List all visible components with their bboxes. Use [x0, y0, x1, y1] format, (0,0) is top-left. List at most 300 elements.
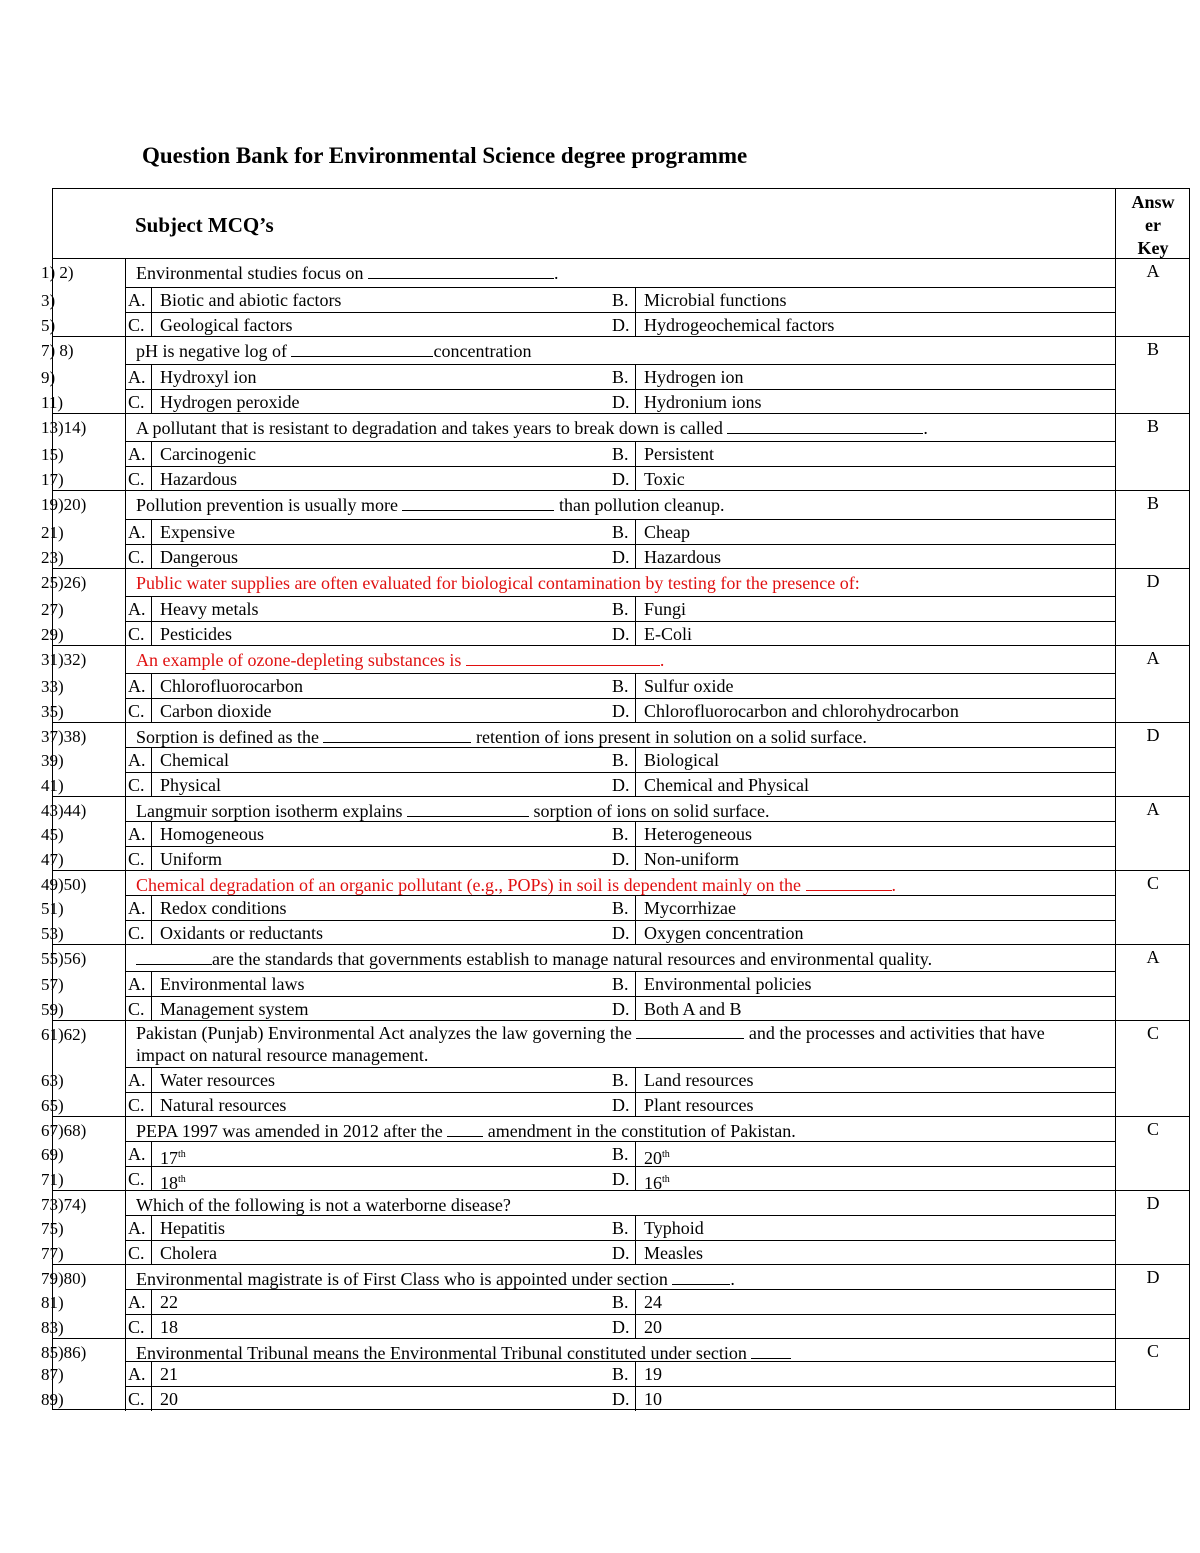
option-text: 19: [644, 1364, 662, 1384]
option-a: [126, 1216, 610, 1240]
option-text: Non-uniform: [644, 849, 739, 869]
option-b: [610, 1216, 1116, 1240]
question-stem-end: .: [553, 263, 559, 283]
question-stem-start: pH is negative log of: [136, 341, 292, 361]
question-block: [41, 797, 1189, 871]
option-letter: D.: [610, 622, 636, 646]
answer-key: C: [1146, 1023, 1159, 1043]
option-a: [126, 822, 610, 846]
option-b: [610, 442, 1116, 466]
question-text: [126, 948, 1116, 970]
answer-blank: [407, 802, 529, 817]
option-letter: D.: [610, 699, 636, 723]
option-d: [610, 1387, 1116, 1411]
option-letter: D.: [610, 1167, 636, 1191]
option-letter: C.: [126, 773, 152, 797]
answer-key: A: [1146, 947, 1160, 967]
question-cell: [125, 414, 1115, 491]
option-letter: D.: [610, 313, 636, 337]
answer-blank: [447, 1122, 483, 1137]
question-cell: [125, 945, 1115, 1021]
answer-blank: [727, 419, 923, 434]
option-c: [126, 1241, 610, 1265]
answer-blank: [806, 876, 892, 891]
question-block: [41, 337, 1189, 414]
option-d: [610, 699, 1116, 723]
option-a: [126, 896, 610, 920]
list-number: 57): [41, 975, 64, 994]
option-text: Hydronium ions: [644, 392, 762, 412]
option-text: Hydrogen peroxide: [160, 392, 300, 412]
option-text: 24: [644, 1292, 662, 1312]
options-row: [126, 364, 1116, 389]
option-letter: D.: [610, 921, 636, 945]
question-text: [126, 417, 1116, 439]
question-stem-end: sorption of ions on solid surface.: [528, 801, 770, 821]
option-c: [126, 390, 610, 414]
option-a: [126, 288, 610, 312]
list-number: 77): [41, 1244, 64, 1263]
question-cell: [125, 569, 1115, 646]
question-stem-start: Pakistan (Punjab) Environmental Act analyzes the law governing the: [136, 1023, 637, 1043]
options-row: [126, 441, 1116, 466]
question-block: [41, 569, 1189, 646]
question-text: [126, 262, 1116, 284]
list-number: 9): [41, 368, 56, 387]
question-cell: [125, 723, 1115, 797]
option-d: [610, 921, 1116, 945]
list-number: 51): [41, 899, 64, 918]
question-stem-start: Which of the following is not a waterborne disease?: [136, 1195, 511, 1215]
option-letter: C.: [126, 699, 152, 723]
option-c: [126, 1387, 610, 1411]
option-letter: A.: [126, 1142, 152, 1166]
option-text: Oxidants or reductants: [160, 923, 323, 943]
option-text: Environmental policies: [644, 974, 812, 994]
ordinal-suffix: th: [662, 1149, 670, 1160]
options-row: [126, 1240, 1116, 1265]
question-stem-end: amendment in the constitution of Pakistan.: [483, 1121, 796, 1141]
option-c: [126, 1093, 610, 1117]
mcq-table: [41, 188, 1190, 1410]
options-row: [126, 596, 1116, 621]
option-a: [126, 1068, 610, 1092]
list-number: 89): [41, 1390, 64, 1409]
option-letter: C.: [126, 1167, 152, 1191]
options-row: [126, 821, 1116, 846]
option-d: [610, 545, 1116, 569]
option-d: [610, 847, 1116, 871]
option-letter: D.: [610, 1093, 636, 1117]
question-stem-start: PEPA 1997 was amended in 2012 after the: [136, 1121, 448, 1141]
option-text: Fungi: [644, 599, 687, 619]
option-a: [126, 442, 610, 466]
question-block: [41, 414, 1189, 491]
option-text: Dangerous: [160, 547, 238, 567]
option-text: E-Coli: [644, 624, 692, 644]
option-letter: D.: [610, 1241, 636, 1265]
option-text: 21: [160, 1364, 178, 1384]
options-row: [126, 1067, 1116, 1092]
answer-blank: [323, 728, 471, 743]
list-number: 83): [41, 1318, 64, 1337]
list-number: 39): [41, 751, 64, 770]
option-text: Oxygen concentration: [644, 923, 804, 943]
ordinal-suffix: th: [178, 1149, 186, 1160]
option-a: [126, 1142, 610, 1166]
list-number: 7) 8): [41, 341, 74, 360]
option-text: 20th: [644, 1148, 670, 1168]
question-text: [126, 1194, 1116, 1216]
option-text: Persistent: [644, 444, 714, 464]
option-text: Natural resources: [160, 1095, 287, 1115]
option-text: Hazardous: [160, 469, 237, 489]
option-text: Cheap: [644, 522, 690, 542]
list-number: 31)32): [41, 650, 87, 669]
list-number: 69): [41, 1145, 64, 1164]
question-stem-start: An example of ozone-depleting substances is: [136, 650, 466, 670]
option-c: [126, 1315, 610, 1339]
option-b: [610, 597, 1116, 621]
question-cell: [125, 797, 1115, 871]
option-letter: A.: [126, 365, 152, 389]
ordinal-suffix: th: [178, 1174, 186, 1185]
options-row: [126, 698, 1116, 723]
option-letter: B.: [610, 365, 636, 389]
option-letter: B.: [610, 1362, 636, 1386]
option-text: Chlorofluorocarbon and chlorohydrocarbon: [644, 701, 959, 721]
option-a: [126, 972, 610, 996]
option-text: Hepatitis: [160, 1218, 225, 1238]
list-number: 21): [41, 523, 64, 542]
question-stem-end: and the processes and activities that have impact on natural resource management.: [136, 1023, 1045, 1065]
question-block: [41, 1265, 1189, 1339]
answer-key: C: [1146, 1119, 1159, 1139]
option-c: [126, 313, 610, 337]
question-stem-end: are the standards that governments establish to manage natural resources and environmental quality.: [212, 949, 933, 969]
answer-key: A: [1146, 799, 1160, 819]
option-text: Geological factors: [160, 315, 293, 335]
option-d: [610, 1167, 1116, 1191]
option-text: Redox conditions: [160, 898, 287, 918]
list-number: 81): [41, 1293, 64, 1312]
option-letter: C.: [126, 313, 152, 337]
answer-key: B: [1146, 493, 1159, 513]
answer-blank: [402, 496, 554, 511]
option-d: [610, 997, 1116, 1021]
option-text: 20: [160, 1389, 178, 1409]
answer-blank: [368, 264, 554, 279]
list-number: 1) 2): [41, 263, 74, 282]
option-letter: A.: [126, 972, 152, 996]
option-letter: A.: [126, 288, 152, 312]
option-letter: A.: [126, 822, 152, 846]
options-row: [126, 287, 1116, 312]
option-letter: C.: [126, 390, 152, 414]
option-a: [126, 365, 610, 389]
list-number: 33): [41, 677, 64, 696]
option-letter: C.: [126, 467, 152, 491]
option-letter: D.: [610, 545, 636, 569]
option-text: Hazardous: [644, 547, 721, 567]
option-d: [610, 773, 1116, 797]
option-letter: C.: [126, 921, 152, 945]
question-text: [126, 874, 1116, 896]
option-text: 16th: [644, 1173, 670, 1193]
option-letter: A.: [126, 1068, 152, 1092]
option-letter: B.: [610, 972, 636, 996]
option-letter: C.: [126, 1093, 152, 1117]
option-a: [126, 1362, 610, 1386]
list-number: 61)62): [41, 1025, 87, 1044]
option-text: Toxic: [644, 469, 685, 489]
option-text: Chlorofluorocarbon: [160, 676, 303, 696]
question-block: [41, 1191, 1189, 1265]
answer-key: D: [1146, 725, 1160, 745]
option-b: [610, 1142, 1116, 1166]
answer-key: C: [1146, 873, 1159, 893]
option-text: Chemical and Physical: [644, 775, 809, 795]
options-row: [126, 1314, 1116, 1339]
option-text: Heavy metals: [160, 599, 259, 619]
option-text: Environmental laws: [160, 974, 305, 994]
option-c: [126, 622, 610, 646]
option-letter: D.: [610, 773, 636, 797]
question-cell: [125, 1191, 1115, 1265]
option-b: [610, 748, 1116, 772]
option-a: [126, 674, 610, 698]
list-number: 47): [41, 850, 64, 869]
question-stem-end: than pollution cleanup.: [554, 495, 725, 515]
question-block: [41, 646, 1189, 723]
options-row: [126, 1215, 1116, 1240]
options-row: [126, 772, 1116, 797]
question-text: [126, 1120, 1116, 1142]
answer-key: A: [1146, 261, 1160, 281]
option-letter: B.: [610, 1142, 636, 1166]
option-letter: A.: [126, 674, 152, 698]
list-number: 37)38): [41, 727, 87, 746]
question-stem-start: Chemical degradation of an organic pollutant (e.g., POPs) in soil is dependent mainly on the: [136, 875, 806, 895]
option-letter: C.: [126, 997, 152, 1021]
question-cell: [125, 1339, 1115, 1411]
question-cell: [125, 259, 1115, 337]
option-text: 10: [644, 1389, 662, 1409]
option-letter: C.: [126, 622, 152, 646]
list-number: 35): [41, 702, 64, 721]
option-letter: D.: [610, 847, 636, 871]
option-text: Land resources: [644, 1070, 754, 1090]
option-text: 22: [160, 1292, 178, 1312]
option-text: Cholera: [160, 1243, 217, 1263]
option-letter: A.: [126, 1290, 152, 1314]
options-row: [126, 389, 1116, 414]
option-text: Heterogeneous: [644, 824, 752, 844]
options-row: [126, 312, 1116, 337]
question-stem-start: A pollutant that is resistant to degradation and takes years to break down is called: [136, 418, 728, 438]
option-text: Expensive: [160, 522, 235, 542]
option-letter: B.: [610, 288, 636, 312]
list-number: 17): [41, 470, 64, 489]
option-c: [126, 699, 610, 723]
list-number: 25)26): [41, 573, 87, 592]
list-number: 41): [41, 776, 64, 795]
list-number: 11): [41, 393, 64, 412]
question-stem-end: .: [659, 650, 665, 670]
option-b: [610, 896, 1116, 920]
option-text: Physical: [160, 775, 221, 795]
option-text: Carcinogenic: [160, 444, 256, 464]
option-letter: C.: [126, 847, 152, 871]
options-row: [126, 544, 1116, 569]
option-letter: A.: [126, 896, 152, 920]
answer-key: D: [1146, 1193, 1160, 1213]
option-letter: A.: [126, 748, 152, 772]
option-text: Pesticides: [160, 624, 232, 644]
option-d: [610, 1241, 1116, 1265]
option-text: Microbial functions: [644, 290, 787, 310]
option-letter: B.: [610, 597, 636, 621]
question-block: [41, 723, 1189, 797]
option-letter: C.: [126, 545, 152, 569]
question-cell: [125, 491, 1115, 569]
question-stem-start: Sorption is defined as the: [136, 727, 324, 747]
list-number: 85)86): [41, 1343, 87, 1362]
question-stem-start: Environmental studies focus on: [136, 263, 368, 283]
question-stem-end: .: [891, 875, 897, 895]
options-row: [126, 621, 1116, 646]
option-letter: B.: [610, 520, 636, 544]
answer-key: B: [1146, 416, 1159, 436]
list-number: 13)14): [41, 418, 87, 437]
question-block: [41, 491, 1189, 569]
options-row: [126, 519, 1116, 544]
option-letter: B.: [610, 1216, 636, 1240]
option-letter: A.: [126, 1362, 152, 1386]
list-number: 45): [41, 825, 64, 844]
options-row: [126, 1166, 1116, 1191]
question-text: [126, 726, 1116, 748]
answer-blank: [636, 1024, 744, 1039]
option-letter: B.: [610, 674, 636, 698]
option-letter: B.: [610, 1068, 636, 1092]
question-stem-start: Public water supplies are often evaluated for biological contamination by testing for the presence of:: [136, 573, 860, 593]
question-stem-start: Pollution prevention is usually more: [136, 495, 403, 515]
option-c: [126, 545, 610, 569]
question-text: [126, 800, 1116, 822]
options-row: [126, 920, 1116, 945]
answer-blank: [672, 1270, 730, 1285]
answer-key: B: [1146, 339, 1159, 359]
answer-key: A: [1146, 648, 1160, 668]
option-d: [610, 622, 1116, 646]
options-row: [126, 1361, 1116, 1386]
question-stem-end: retention of ions present in solution on a solid surface.: [471, 727, 867, 747]
option-letter: D.: [610, 467, 636, 491]
options-row: [126, 895, 1116, 920]
option-text: Hydrogen ion: [644, 367, 744, 387]
list-number: 29): [41, 625, 64, 644]
option-b: [610, 520, 1116, 544]
question-text: [126, 340, 1116, 362]
option-b: [610, 972, 1116, 996]
list-number: 43)44): [41, 801, 87, 820]
question-cell: [125, 646, 1115, 723]
list-number: 27): [41, 600, 64, 619]
question-block: [41, 871, 1189, 945]
option-b: [610, 365, 1116, 389]
list-number: 5): [41, 316, 56, 335]
option-letter: D.: [610, 997, 636, 1021]
option-b: [610, 1362, 1116, 1386]
ordinal-suffix: th: [662, 1174, 670, 1185]
question-cell: [125, 871, 1115, 945]
option-text: Carbon dioxide: [160, 701, 272, 721]
option-text: Sulfur oxide: [644, 676, 734, 696]
options-row: [126, 673, 1116, 698]
list-number: 65): [41, 1096, 64, 1115]
option-letter: D.: [610, 1387, 636, 1411]
option-text: 17th: [160, 1148, 186, 1168]
option-b: [610, 1290, 1116, 1314]
option-text: 20: [644, 1317, 662, 1337]
options-row: [126, 1289, 1116, 1314]
options-row: [126, 1386, 1116, 1411]
list-number: 87): [41, 1365, 64, 1384]
option-d: [610, 390, 1116, 414]
option-letter: A.: [126, 597, 152, 621]
option-text: Chemical: [160, 750, 229, 770]
options-row: [126, 996, 1116, 1021]
option-text: Management system: [160, 999, 309, 1019]
question-text: [126, 494, 1116, 516]
option-letter: B.: [610, 896, 636, 920]
question-stem-end: concentration: [433, 341, 532, 361]
option-c: [126, 773, 610, 797]
option-b: [610, 288, 1116, 312]
table-header: [53, 189, 1189, 259]
list-number: 67)68): [41, 1121, 87, 1140]
option-c: [126, 467, 610, 491]
option-letter: D.: [610, 390, 636, 414]
list-number: 73)74): [41, 1195, 87, 1214]
option-text: Biological: [644, 750, 719, 770]
option-text: Mycorrhizae: [644, 898, 736, 918]
question-stem-end: .: [730, 1269, 735, 1289]
option-text: Water resources: [160, 1070, 275, 1090]
option-a: [126, 1290, 610, 1314]
option-text: Biotic and abiotic factors: [160, 290, 342, 310]
list-number: 55)56): [41, 949, 87, 968]
answer-blank: [291, 342, 433, 357]
question-cell: [125, 337, 1115, 414]
options-row: [126, 1141, 1116, 1166]
list-number: 59): [41, 1000, 64, 1019]
list-number: 79)80): [41, 1269, 87, 1288]
option-c: [126, 997, 610, 1021]
question-stem-start: Environmental magistrate is of First Class who is appointed under section: [136, 1269, 673, 1289]
list-number: 53): [41, 924, 64, 943]
list-number: 75): [41, 1219, 64, 1238]
list-number: 63): [41, 1071, 64, 1090]
option-c: [126, 921, 610, 945]
option-letter: A.: [126, 442, 152, 466]
option-letter: B.: [610, 748, 636, 772]
option-a: [126, 748, 610, 772]
list-number: 49)50): [41, 875, 87, 894]
option-d: [610, 1315, 1116, 1339]
question-cell: [125, 1021, 1115, 1117]
